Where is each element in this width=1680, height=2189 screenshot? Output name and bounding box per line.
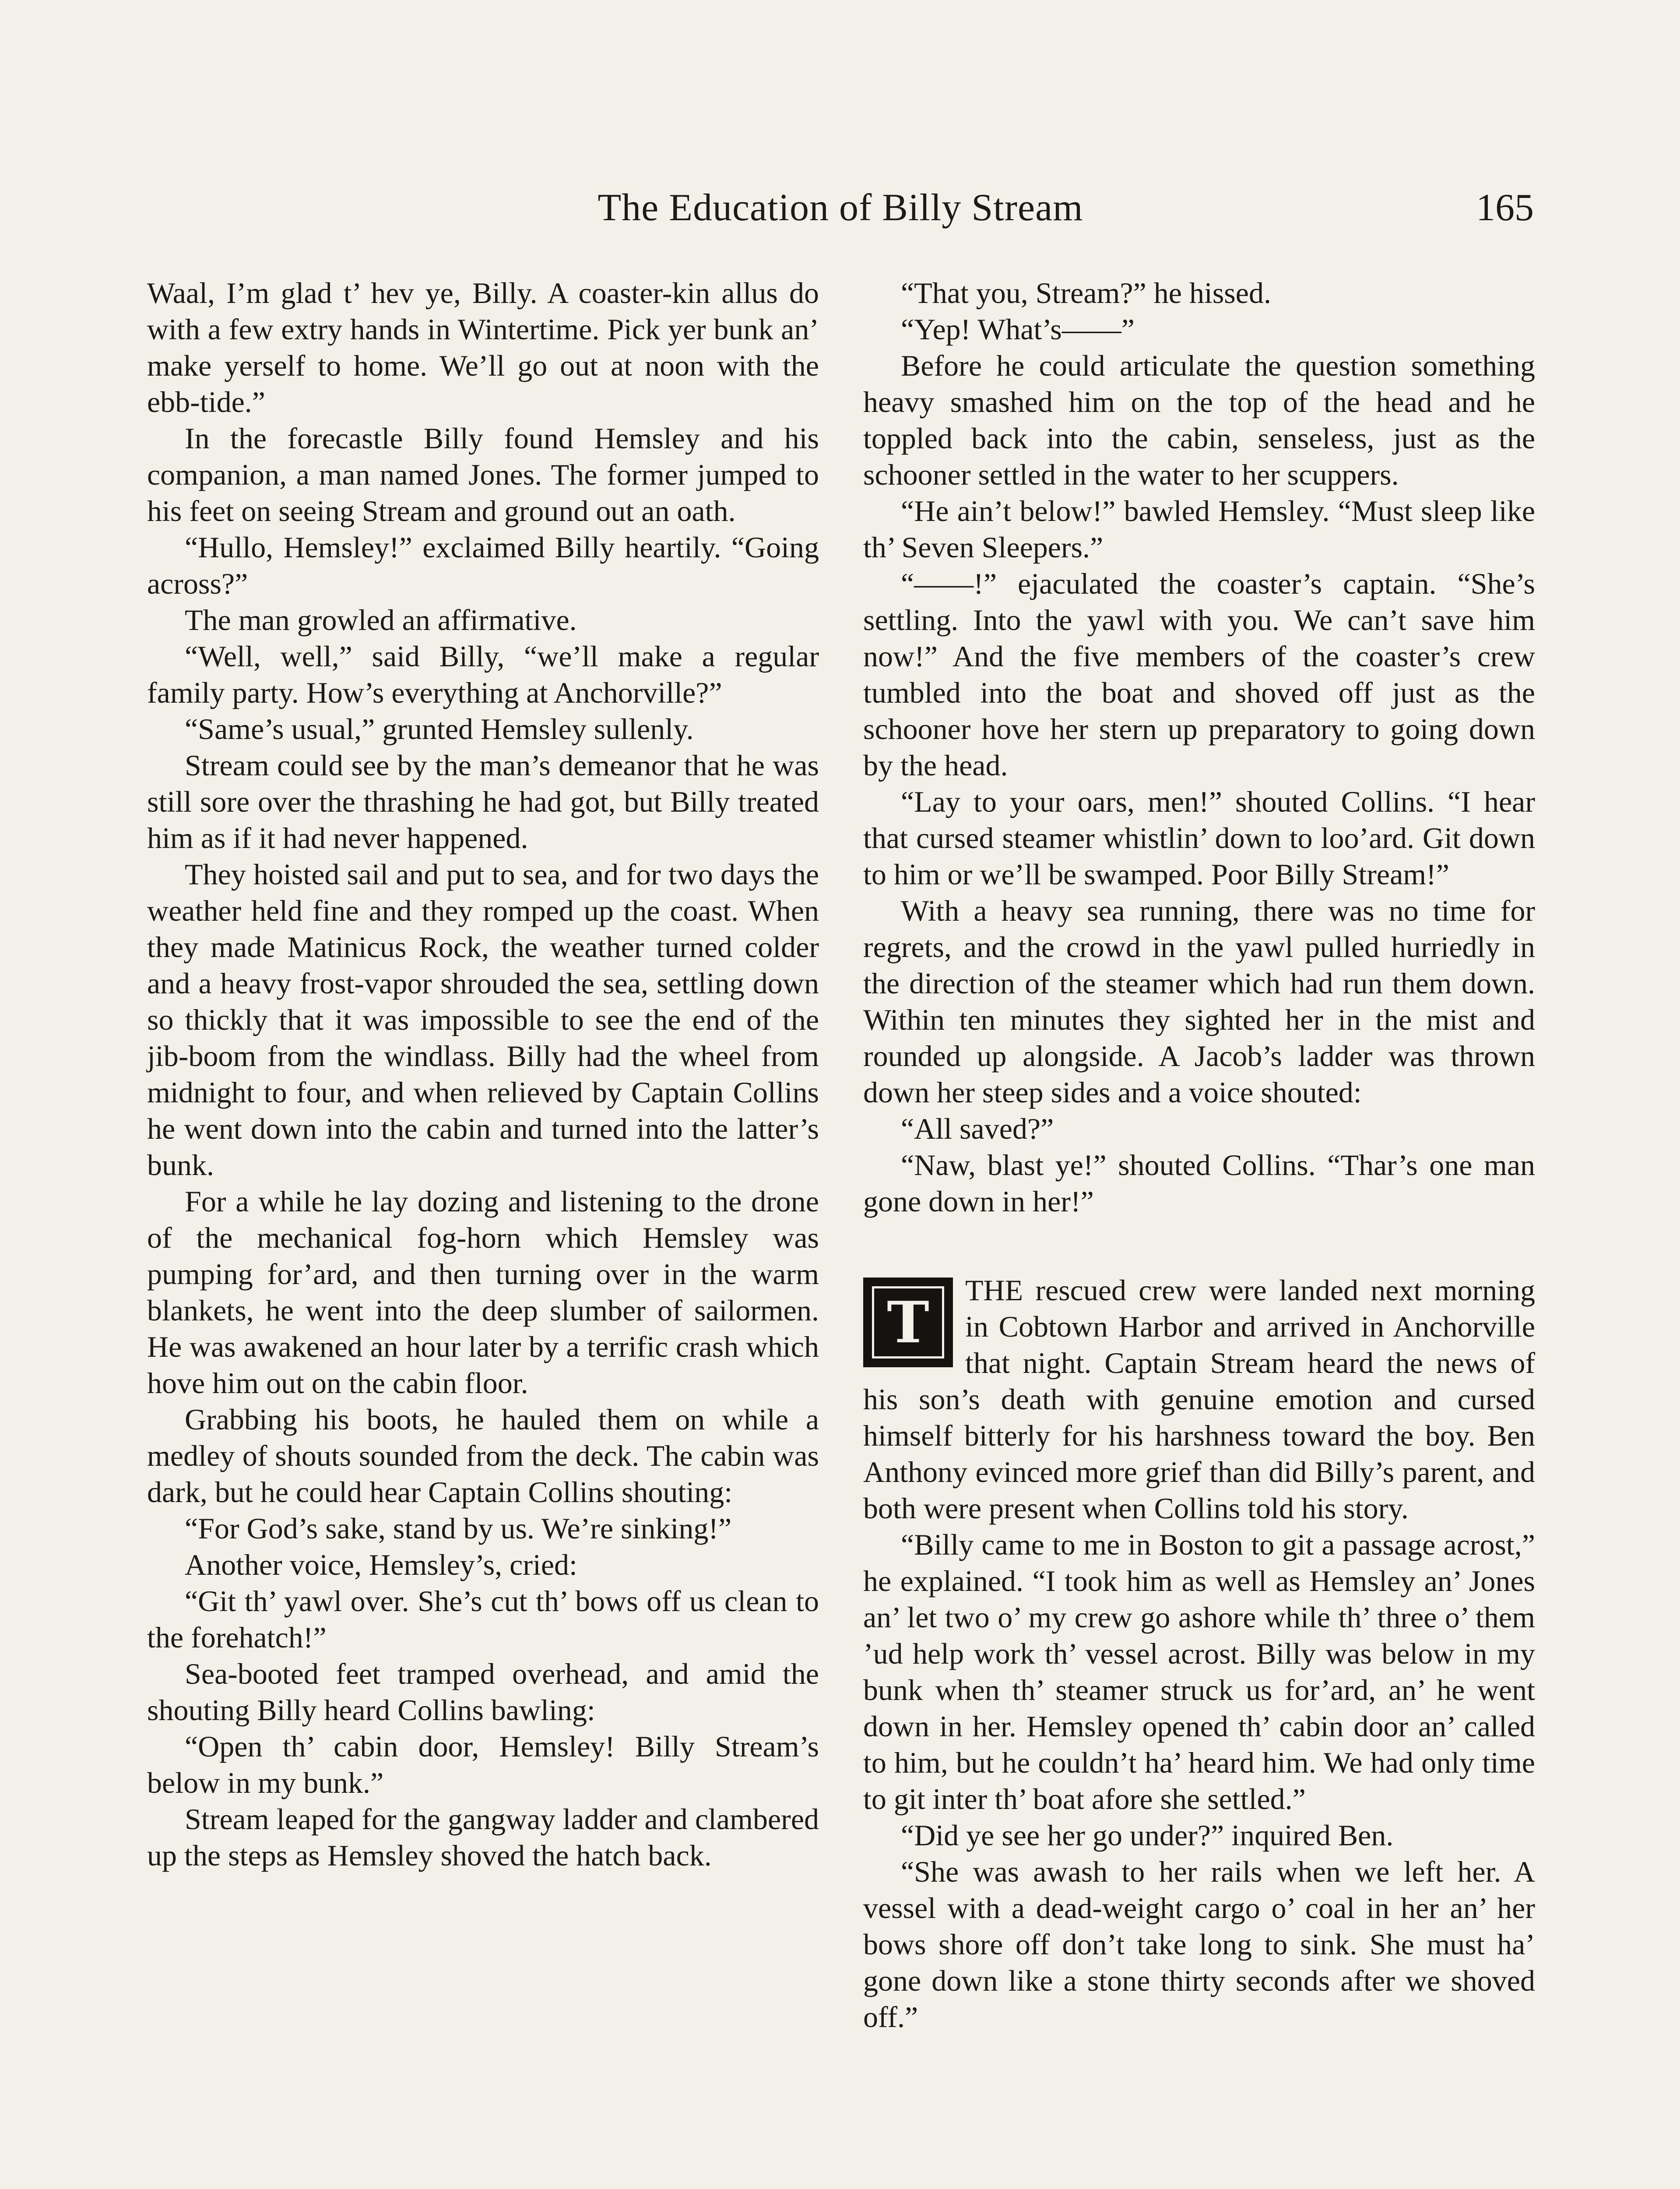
running-title: The Education of Billy Stream bbox=[597, 187, 1083, 229]
drop-cap-letter: T bbox=[887, 1288, 929, 1356]
paragraph: The man growled an affirmative. bbox=[185, 603, 577, 637]
paragraph: Waal, I’m glad t’ hev ye, Billy. A coaster-kin allus do with a few extry hands in Wintertime. Pick yer bunk an’ make yerself to home. We’ll go out at noon with the ebb-tide.” bbox=[147, 276, 819, 419]
left-column bbox=[147, 275, 819, 1874]
paragraph: “Did ye see her go under?” inquired Ben. bbox=[901, 1819, 1394, 1852]
paragraph: “Naw, blast ye!” shouted Collins. “Thar’s one man gone down in her!” bbox=[863, 1148, 1535, 1218]
paragraph: Stream leaped for the gangway ladder and clambered up the steps as Hemsley shoved the hatch back. bbox=[147, 1802, 819, 1872]
paragraph: “Well, well,” said Billy, “we’ll make a regular family party. How’s everything at Anchorville?” bbox=[147, 640, 819, 709]
page-number: 165 bbox=[1476, 187, 1534, 229]
paragraph: “Billy came to me in Boston to git a passage acrost,” he explained. “I took him as well as Hemsley an’ Jones an’ let two o’ my crew go ashore while th’ three o’ them ’ud help work th’ vessel acrost. Billy was below in my bunk when th’ steamer struck us for’ard, an’ he went down in her. Hemsley opened th’ cabin door an’ called to him, but he couldn’t ha’ heard him. We had only time to git inter th’ boat afore she settled.” bbox=[863, 1528, 1535, 1816]
paragraph: With a heavy sea running, there was no time for regrets, and the crowd in the yawl pulled hurriedly in the direction of the steamer which had run them down. Within ten minutes they sighted her in the mist and rounded up alongside. A Jacob’s ladder was thrown down her steep sides and a voice shouted: bbox=[863, 894, 1535, 1109]
paragraph: For a while he lay dozing and listening to the drone of the mechanical fog-horn which Hemsley was pumping for’ard, and then turning over in the warm blankets, he went into the deep slumber of sailormen. He was awakened an hour later by a terrific crash which hove him out on the cabin floor. bbox=[147, 1185, 819, 1400]
paragraph: They hoisted sail and put to sea, and for two days the weather held fine and they romped up the coast. When they made Matinicus Rock, the weather turned colder and a heavy frost-vapor shrouded the sea, settling down so thickly that it was impossible to see the end of the jib-boom from the windlass. Billy had the wheel from midnight to four, and when relieved by Captain Collins he went down into the cabin and turned into the latter’s bunk. bbox=[147, 858, 819, 1182]
paragraph: Stream could see by the man’s demeanor that he was still sore over the thrashing he had got, but Billy treated him as if it had never happened. bbox=[147, 749, 819, 855]
paragraph: “Open th’ cabin door, Hemsley! Billy Stream’s below in my bunk.” bbox=[147, 1730, 819, 1799]
paragraph: “That you, Stream?” he hissed. bbox=[901, 276, 1271, 310]
right-column bbox=[863, 275, 1535, 2035]
page-header bbox=[147, 182, 1534, 243]
paragraph: Sea-booted feet tramped overhead, and amid the shouting Billy heard Collins bawling: bbox=[147, 1657, 819, 1727]
paragraph: In the forecastle Billy found Hemsley and his companion, a man named Jones. The former jumped to his feet on seeing Stream and ground out an oath. bbox=[147, 422, 819, 528]
paragraph: “Git th’ yawl over. She’s cut th’ bows off us clean to the forehatch!” bbox=[147, 1584, 819, 1654]
paragraph: “——!” ejaculated the coaster’s captain. “She’s settling. Into the yawl with you. We can’t save him now!” And the five members of the coaster’s crew tumbled into the boat and shoved off just as the schooner hove her stern up preparatory to going down by the head. bbox=[863, 567, 1535, 782]
section-opening-text: THE rescued crew were landed next morning in Cobtown Harbor and arrived in Anchorville that night. Captain Stream heard the news of his son’s death with genuine emotion and cursed himself bitterly for his harshness toward the boy. Ben Anthony evinced more grief than did Billy’s parent, and both were present when Collins told his story. bbox=[863, 1274, 1535, 1525]
paragraph: “Lay to your oars, men!” shouted Collins. “I hear that cursed steamer whistlin’ down to loo’ard. Git down to him or we’ll be swamped. Poor Billy Stream!” bbox=[863, 785, 1535, 891]
paragraph: “Hullo, Hemsley!” exclaimed Billy heartily. “Going across?” bbox=[147, 531, 819, 600]
paragraph: “Same’s usual,” grunted Hemsley sullenly. bbox=[185, 712, 694, 746]
paragraph: “For God’s sake, stand by us. We’re sinking!” bbox=[185, 1512, 732, 1545]
paragraph: “Yep! What’s——” bbox=[901, 313, 1135, 346]
paragraph: Grabbing his boots, he hauled them on while a medley of shouts sounded from the deck. The cabin was dark, but he could hear Captain Collins shouting: bbox=[147, 1403, 819, 1509]
paragraph: “She was awash to her rails when we left her. A vessel with a dead-weight cargo o’ coal in her an’ her bows shore off don’t take long to sink. She must ha’ gone down like a stone thirty seconds after we shoved off.” bbox=[863, 1855, 1535, 2034]
section-opening-paragraph bbox=[863, 1272, 1535, 1527]
paragraph: Another voice, Hemsley’s, cried: bbox=[185, 1548, 577, 1581]
paragraph: “He ain’t below!” bawled Hemsley. “Must sleep like th’ Seven Sleepers.” bbox=[863, 494, 1535, 564]
ornamental-initial-icon bbox=[863, 1278, 953, 1367]
paragraph: “All saved?” bbox=[901, 1112, 1054, 1145]
paragraph: Before he could articulate the question something heavy smashed him on the top of the head and he toppled back into the cabin, senseless, just as the schooner settled in the water to her scuppers. bbox=[863, 349, 1535, 491]
